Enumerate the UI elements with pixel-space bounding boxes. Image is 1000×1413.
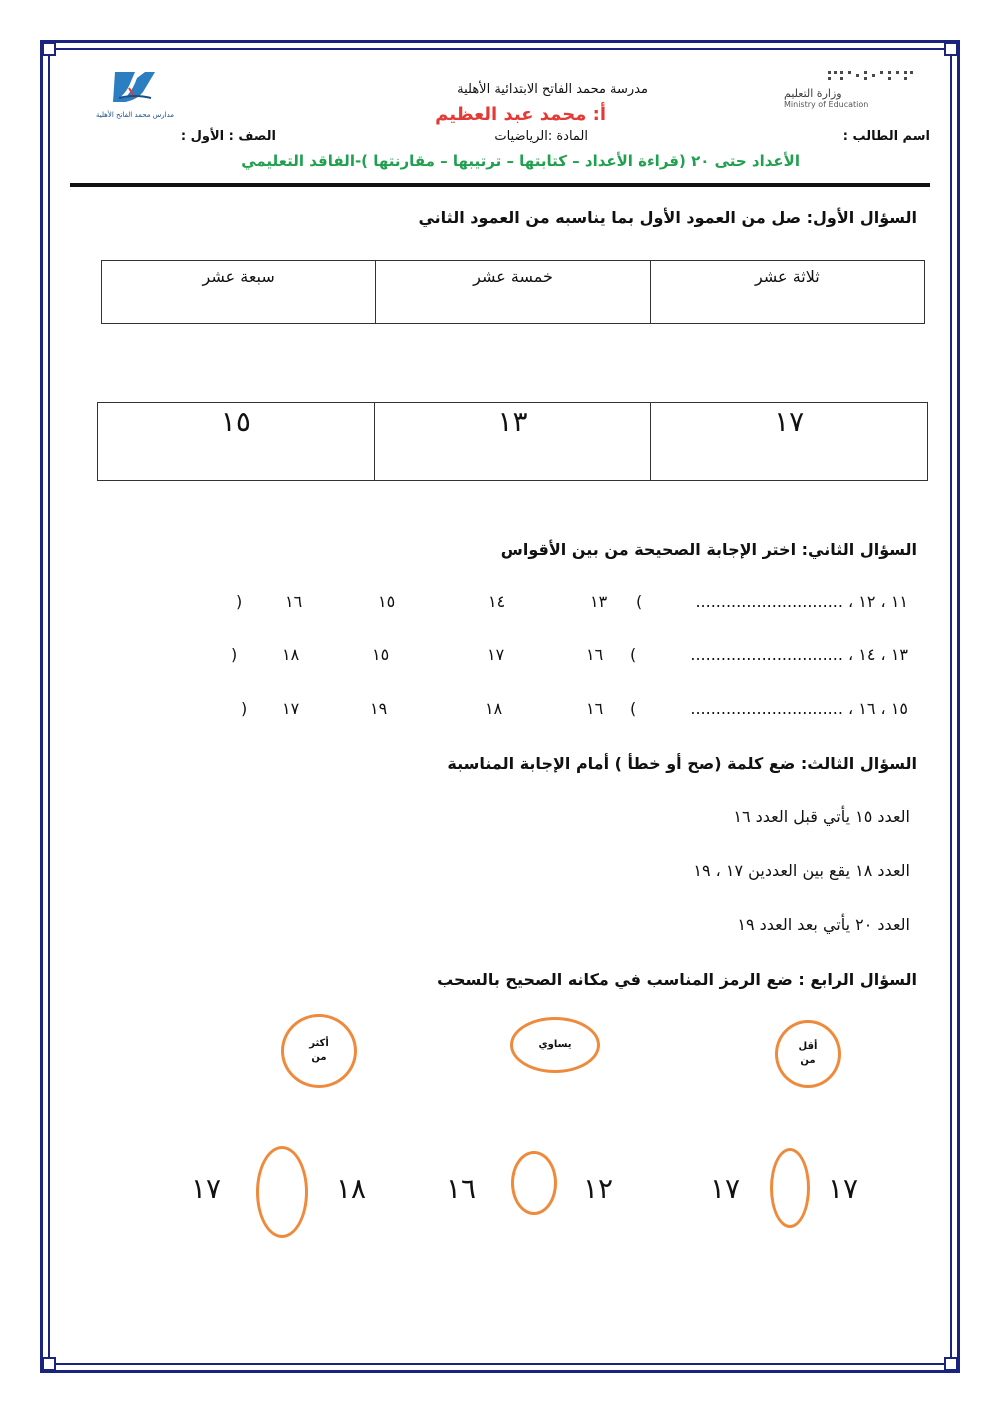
q2-open-paren: ( bbox=[630, 699, 637, 718]
q2-open-paren: ( bbox=[630, 645, 637, 664]
q2-option[interactable]: ١٤ bbox=[488, 592, 506, 611]
school-logo bbox=[85, 68, 185, 118]
q2-option[interactable]: ١٥ bbox=[378, 592, 396, 611]
q1-word-cell: ثلاثة عشر bbox=[650, 261, 924, 324]
symbol-label-line2: من bbox=[311, 1052, 327, 1063]
comparison-number: ١٧ bbox=[191, 1172, 222, 1205]
symbol-greater-than[interactable] bbox=[281, 1014, 357, 1088]
q3-statement: العدد ١٨ يقع بين العددين ١٧ ، ١٩ bbox=[693, 861, 910, 880]
q2-option[interactable]: ١٩ bbox=[370, 699, 388, 718]
q4-title: السؤال الرابع : ضع الرمز المناسب في مكانه الصحيح بالسحب bbox=[437, 970, 917, 989]
q2-option[interactable]: ١٦ bbox=[586, 645, 604, 664]
student-name-label: اسم الطالب : bbox=[842, 129, 930, 144]
q2-close-paren: ) bbox=[231, 645, 238, 664]
school-logo-caption: مدارس محمد الفاتح الأهلية bbox=[96, 111, 174, 119]
comparison-number: ١٧ bbox=[710, 1172, 741, 1205]
symbol-label-line1: يساوي bbox=[538, 1039, 572, 1050]
q1-title: السؤال الأول: صل من العمود الأول بما يناسبه من العمود الثاني bbox=[418, 208, 917, 227]
q2-sequence: ١١ ، ١٢ ، ............................. bbox=[695, 592, 908, 611]
lesson-topic: الأعداد حتى ٢٠ (قراءة الأعداد – كتابتها – ترتيبها – مقارنتها )-الفاقد التعليمي bbox=[241, 152, 800, 170]
q2-close-paren: ) bbox=[236, 592, 243, 611]
q1-number-cell: ١٣ bbox=[374, 403, 651, 481]
subject-label: المادة :الرياضيات bbox=[494, 129, 588, 144]
teacher-name: أ: محمد عبد العظيم bbox=[435, 104, 606, 125]
q1-words-table bbox=[101, 260, 925, 324]
ministry-name-ar: وزارة التعليم bbox=[784, 87, 842, 100]
q1-word-cell: سبعة عشر bbox=[102, 261, 376, 324]
q2-option[interactable]: ١٧ bbox=[282, 699, 300, 718]
comparison-drop-zone[interactable] bbox=[770, 1148, 810, 1228]
grade-label: الصف : الأول : bbox=[180, 129, 276, 144]
comparison-drop-zone[interactable] bbox=[511, 1151, 557, 1215]
comparison-number: ١٢ bbox=[583, 1172, 614, 1205]
comparison-number: ١٦ bbox=[446, 1172, 477, 1205]
frame-corner-bottom-left bbox=[42, 1357, 56, 1371]
q2-sequence: ١٥ ، ١٦ ، .............................. bbox=[690, 699, 908, 718]
q3-statement: العدد ٢٠ يأتي بعد العدد ١٩ bbox=[737, 915, 910, 934]
q2-close-paren: ) bbox=[241, 699, 248, 718]
q2-option[interactable]: ١٣ bbox=[590, 592, 608, 611]
comparison-number: ١٧ bbox=[828, 1172, 859, 1205]
symbol-equals[interactable] bbox=[510, 1017, 600, 1073]
q1-number-cell: ١٥ bbox=[98, 403, 375, 481]
symbol-label-line1: أقل bbox=[798, 1041, 818, 1052]
q2-open-paren: ( bbox=[636, 592, 643, 611]
header-divider bbox=[70, 183, 930, 187]
q3-title: السؤال الثالث: ضع كلمة (صح أو خطأ ) أمام الإجابة المناسبة bbox=[447, 754, 917, 773]
q2-option[interactable]: ١٥ bbox=[372, 645, 390, 664]
q1-number-cell: ١٧ bbox=[651, 403, 928, 481]
q2-option[interactable]: ١٨ bbox=[485, 699, 503, 718]
ministry-name-en: Ministry of Education bbox=[784, 100, 869, 109]
frame-corner-bottom-right bbox=[944, 1357, 958, 1371]
q1-word-cell: خمسة عشر bbox=[376, 261, 650, 324]
school-logo-icon bbox=[85, 68, 185, 106]
frame-corner-top-left bbox=[42, 42, 56, 56]
comparison-number: ١٨ bbox=[336, 1172, 367, 1205]
q2-option[interactable]: ١٨ bbox=[282, 645, 300, 664]
frame-corner-top-right bbox=[944, 42, 958, 56]
comparison-drop-zone[interactable] bbox=[256, 1146, 308, 1238]
q1-numbers-table bbox=[97, 402, 928, 481]
symbol-label-line2: من bbox=[800, 1055, 816, 1066]
q2-option[interactable]: ١٦ bbox=[586, 699, 604, 718]
ministry-logo bbox=[782, 68, 917, 116]
q3-statement: العدد ١٥ يأتي قبل العدد ١٦ bbox=[733, 807, 910, 826]
q2-option[interactable]: ١٧ bbox=[487, 645, 505, 664]
school-name: مدرسة محمد الفاتح الابتدائية الأهلية bbox=[457, 82, 648, 97]
q2-sequence: ١٣ ، ١٤ ، .............................. bbox=[690, 645, 908, 664]
q2-option[interactable]: ١٦ bbox=[285, 592, 303, 611]
ministry-dots-icon bbox=[782, 69, 917, 83]
q2-title: السؤال الثاني: اختر الإجابة الصحيحة من بين الأقواس bbox=[500, 540, 917, 559]
symbol-label-line1: أكثر bbox=[309, 1038, 329, 1049]
symbol-less-than[interactable] bbox=[775, 1020, 841, 1088]
